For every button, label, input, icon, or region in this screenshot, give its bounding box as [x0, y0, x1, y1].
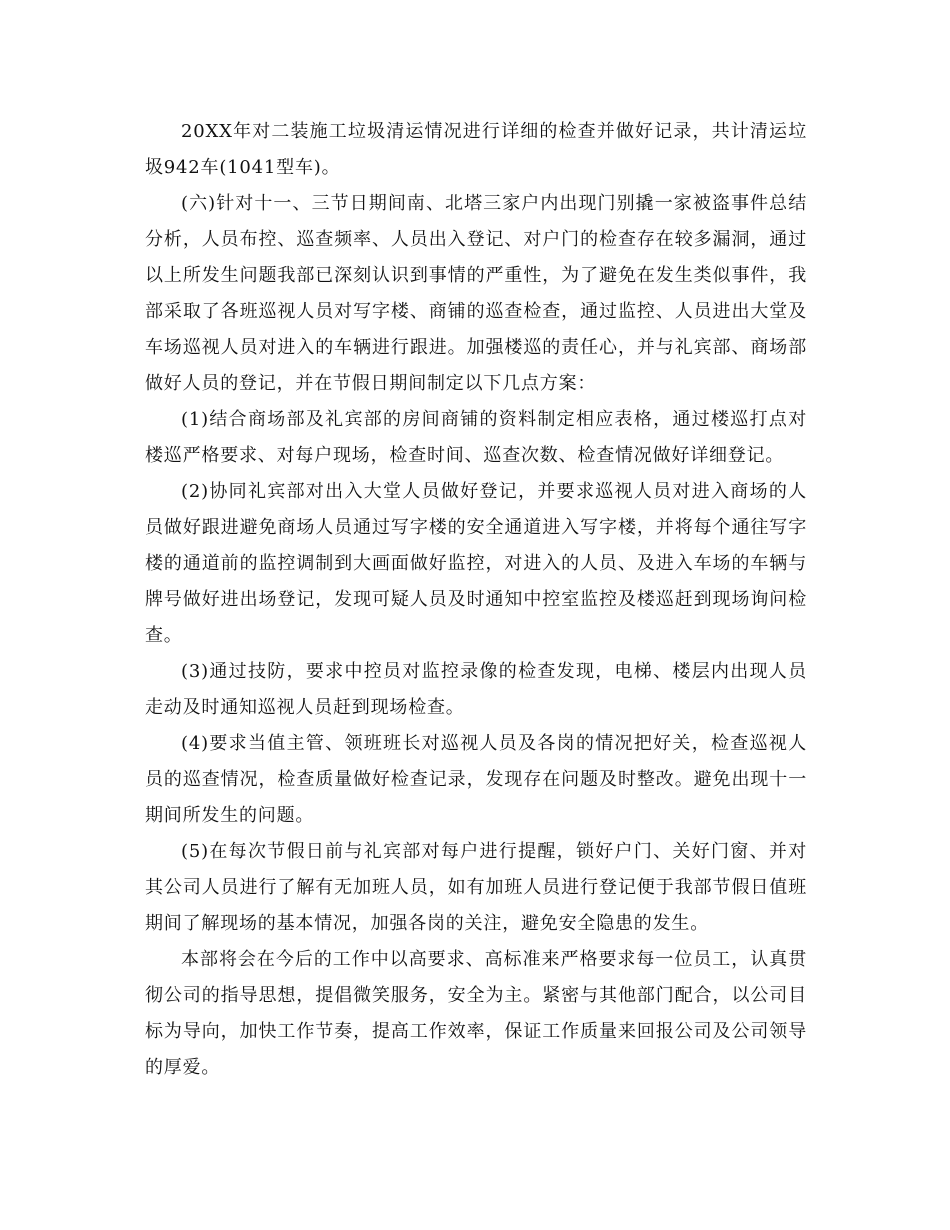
- paragraph-plan-item-5: (5)在每次节假日前与礼宾部对每户进行提醒，锁好户门、关好门窗、并对其公司人员进行了解有无加班人员，如有加班人员进行登记便于我部节假日值班期间了解现场的基本情况，加强各岗的关注，避免安全隐患的发生。: [145, 841, 807, 934]
- paragraph-plan-item-1: (1)结合商场部及礼宾部的房间商铺的资料制定相应表格，通过楼巡打点对楼巡严格要求、对每户现场，检查时间、巡查次数、检查情况做好详细登记。: [145, 409, 807, 466]
- paragraph-conclusion: 本部将会在今后的工作中以高要求、高标准来严格要求每一位员工，认真贯彻公司的指导思想，提倡微笑服务，安全为主。紧密与其他部门配合，以公司目标为导向，加快工作节奏，提高工作效率，保证工作质量来回报公司及公司领导的厚爱。: [145, 949, 807, 1078]
- paragraph-theft-incident-summary: (六)针对十一、三节日期间南、北塔三家户内出现门别撬一家被盗事件总结分析，人员布控、巡查频率、人员出入登记、对户门的检查存在较多漏洞，通过以上所发生问题我部已深刻认识到事情的严重性，为了避免在发生类似事件，我部采取了各班巡视人员对写字楼、商铺的巡查检查，通过监控、人员进出大堂及车场巡视人员对进入的车辆进行跟进。加强楼巡的责任心，并与礼宾部、商场部做好人员的登记，并在节假日期间制定以下几点方案：: [145, 193, 807, 394]
- paragraph-plan-item-2: (2)协同礼宾部对出入大堂人员做好登记，并要求巡视人员对进入商场的人员做好跟进避免商场人员通过写字楼的安全通道进入写字楼，并将每个通往写字楼的通道前的监控调制到大画面做好监控，对进入的人员、及进入车场的车辆与牌号做好进出场登记，发现可疑人员及时通知中控室监控及楼巡赶到现场询问检查。: [145, 481, 807, 646]
- document-body: [145, 114, 807, 1086]
- paragraph-plan-item-4: (4)要求当值主管、领班班长对巡视人员及各岗的情况把好关，检查巡视人员的巡查情况，检查质量做好检查记录，发现存在问题及时整改。避免出现十一期间所发生的问题。: [145, 733, 807, 826]
- paragraph-garbage-removal: 20XX年对二装施工垃圾清运情况进行详细的检查并做好记录，共计清运垃圾942车(1041型车)。: [145, 121, 807, 178]
- paragraph-plan-item-3: (3)通过技防，要求中控员对监控录像的检查发现，电梯、楼层内出现人员走动及时通知巡视人员赶到现场检查。: [145, 661, 807, 718]
